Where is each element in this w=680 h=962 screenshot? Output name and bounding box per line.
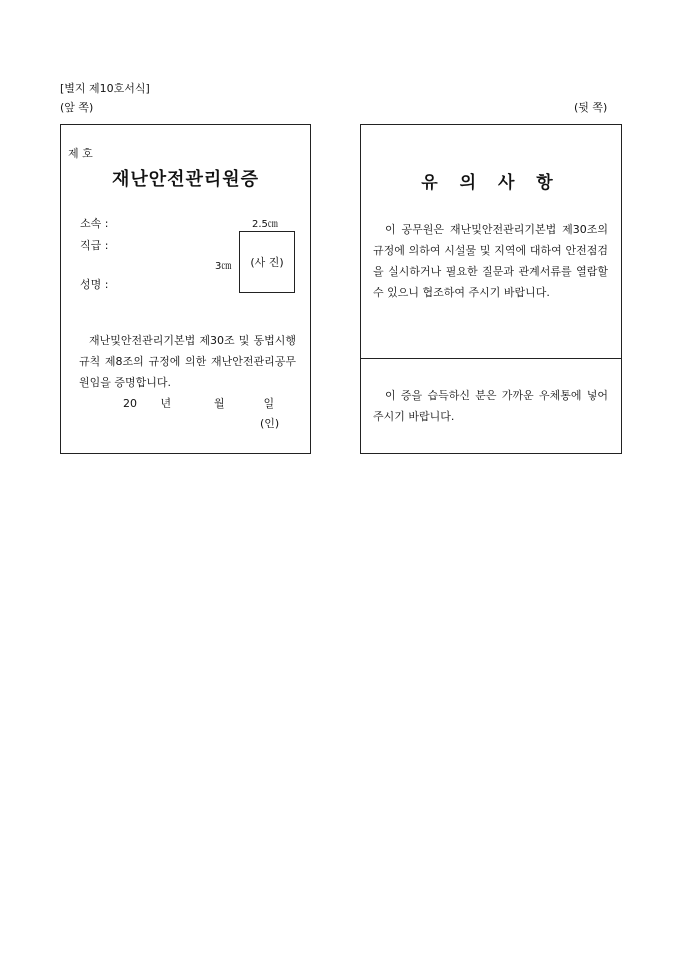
- date-month-unit: 월: [214, 397, 225, 410]
- number-label: 제 호: [68, 147, 93, 160]
- back-card: [360, 124, 622, 454]
- photo-label: (사 진): [250, 256, 284, 269]
- date-day-unit: 일: [263, 397, 275, 410]
- section-divider: [361, 358, 621, 359]
- seal-label: (인): [260, 417, 280, 430]
- photo-width-label: 2.5㎝: [252, 219, 278, 230]
- issue-date: [123, 395, 274, 411]
- position-label: 직급 :: [80, 239, 109, 252]
- name-label: 성명 :: [80, 278, 109, 291]
- certification-text: 재난및안전관리기본법 제30조 및 동법시행규칙 제8조의 규정에 의한 재난안전관리공무원임을 증명합니다.: [79, 334, 296, 389]
- front-card: [60, 124, 311, 454]
- back-side-label: (뒷 쪽): [574, 101, 608, 114]
- form-label: [별지 제10호서식]: [60, 82, 150, 95]
- notice-text: 이 공무원은 재난및안전관리기본법 제30조의 규정에 의하여 시설물 및 지역에 대하여 안전점검을 실시하거나 필요한 질문과 관계서류를 열람할 수 있으니 협조하여 주시기 바랍니다.: [373, 223, 608, 299]
- date-year-unit: 년: [160, 397, 172, 410]
- front-side-label: (앞 쪽): [60, 101, 94, 114]
- date-year: 20: [123, 397, 137, 410]
- card-title: 재난안전관리원증: [111, 169, 260, 190]
- notice-title: 유 의 사 항: [421, 173, 561, 193]
- photo-height-label: 3㎝: [215, 261, 232, 272]
- affiliation-label: 소속 :: [80, 217, 109, 230]
- found-card-text: 이 증을 습득하신 분은 가까운 우체통에 넣어 주시기 바랍니다.: [373, 389, 608, 423]
- photo-box: [239, 231, 295, 293]
